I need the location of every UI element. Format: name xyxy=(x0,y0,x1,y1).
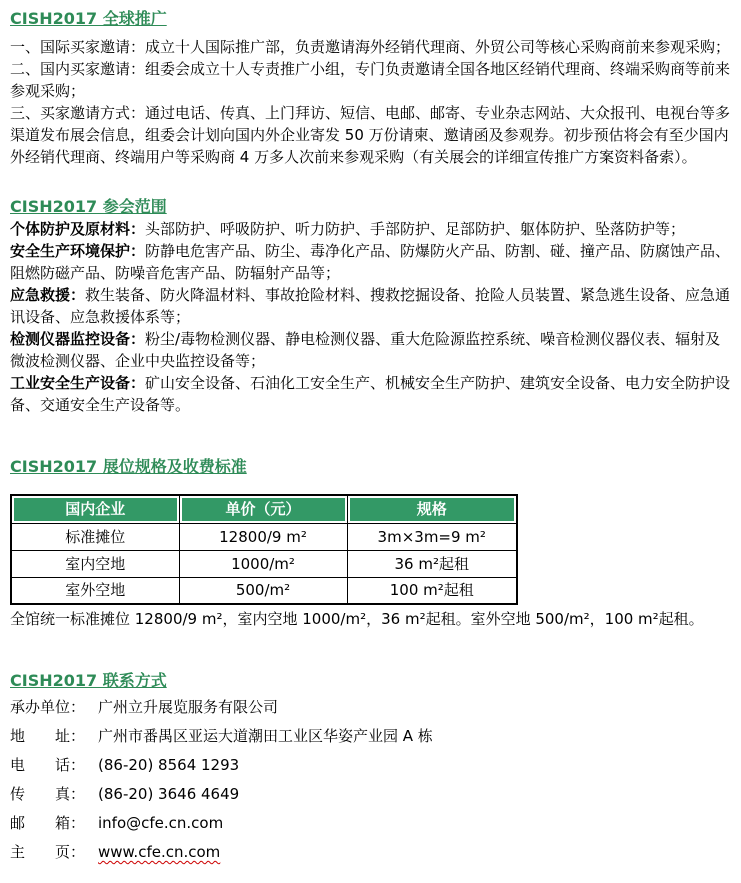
scope-item-text: 头部防护、呼吸防护、听力防护、手部防护、足部防护、躯体防护、坠落防护等； xyxy=(145,220,686,238)
contact-value-telephone: (86-20) 8564 1293 xyxy=(98,756,240,774)
cell-unit-price: 500/m² xyxy=(179,577,347,604)
contact-value-organizer: 广州立升展览服务有限公司 xyxy=(98,698,279,716)
scope-item-label: 个体防护及原材料： xyxy=(10,220,146,238)
scope-item-label: 应急救援： xyxy=(10,286,86,304)
contact-row-email xyxy=(10,813,731,834)
contact-row-telephone xyxy=(10,755,731,776)
section-title-booth-pricing: CISH2017 展位规格及收费标准 xyxy=(10,457,247,476)
cell-unit-price: 1000/m² xyxy=(179,550,347,577)
section-global-promotion xyxy=(10,8,731,168)
contact-label-email: 邮 箱： xyxy=(10,814,86,832)
scope-item-text: 矿山安全设备、石油化工安全生产、机械安全生产防护、建筑安全设备、电力安全防护设备、交通安全生产设备等。 xyxy=(10,374,731,414)
scope-item-detection-instruments xyxy=(10,328,731,372)
pricing-summary-text: 全馆统一标准摊位 12800/9 m²，室内空地 1000/m²，36 m²起租。室外空地 500/m²，100 m²起租。 xyxy=(10,610,704,628)
scope-item-emergency-rescue xyxy=(10,284,731,328)
contact-row-address xyxy=(10,726,731,747)
contact-label-organizer: 承办单位： xyxy=(10,698,86,716)
section-booth-pricing xyxy=(10,456,731,630)
contact-value-email: info@cfe.cn.com xyxy=(98,814,224,832)
scope-item-label: 安全生产环境保护： xyxy=(10,242,146,260)
contact-label-fax: 传 真： xyxy=(10,785,86,803)
scope-item-label: 工业安全生产设备： xyxy=(10,374,146,392)
contact-row-homepage xyxy=(10,842,731,863)
promo-paragraph-international-buyers: 一、国际买家邀请：成立十人国际推广部，负责邀请海外经销代理商、外贸公司等核心采购商前来参观采购； xyxy=(10,38,731,56)
section-contact-info xyxy=(10,670,731,863)
contact-label-homepage: 主 页： xyxy=(10,843,86,861)
table-row-standard-booth xyxy=(11,523,517,550)
pricing-header-unit-price: 单价（元） xyxy=(179,495,347,523)
section-title-exhibit-scope: CISH2017 参会范围 xyxy=(10,197,167,216)
promo-paragraph-invitation-methods: 三、买家邀请方式：通过电话、传真、上门拜访、短信、电邮、邮寄、专业杂志网站、大众报刊、电视台等多渠道发布展会信息，组委会计划向国内外企业寄发 50 万份请柬、邀请函及参观券。初步预估将会有至少国内外经销代理商、终端用户等采购商 4 万多人次前来参观采购（有关展会的详细宣传推广方案资料备索）。 xyxy=(10,104,731,166)
cell-specification: 3m×3m=9 m² xyxy=(347,523,517,550)
scope-item-environment-protection xyxy=(10,240,731,284)
scope-item-personal-protection xyxy=(10,218,731,240)
contact-row-organizer xyxy=(10,697,731,718)
cell-specification: 100 m²起租 xyxy=(347,577,517,604)
scope-item-text: 防静电危害产品、防尘、毒净化产品、防爆防火产品、防割、碰、撞产品、防腐蚀产品、阻燃防磁产品、防噪音危害产品、防辐射产品等； xyxy=(10,242,731,282)
scope-item-text: 粉尘/毒物检测仪器、静电检测仪器、重大危险源监控系统、噪音检测仪器仪表、辐射及微波检测仪器、企业中央监控设备等； xyxy=(10,330,721,370)
scope-item-label: 检测仪器监控设备： xyxy=(10,330,146,348)
cell-booth-type: 标准摊位 xyxy=(11,523,179,550)
contact-row-fax xyxy=(10,784,731,805)
booth-pricing-table xyxy=(10,494,518,605)
table-row-outdoor-space xyxy=(11,577,517,604)
pricing-header-row xyxy=(11,495,517,523)
contact-label-telephone: 电 话： xyxy=(10,756,86,774)
table-row-indoor-space xyxy=(11,550,517,577)
scope-item-industrial-safety-equipment xyxy=(10,372,731,416)
promo-paragraph-domestic-buyers: 二、国内买家邀请：组委会成立十人专责推广小组，专门负责邀请全国各地区经销代理商、终端采购商等前来参观采购； xyxy=(10,60,731,100)
pricing-header-specification: 规格 xyxy=(347,495,517,523)
contact-label-address: 地 址： xyxy=(10,727,86,745)
scope-item-text: 救生装备、防火降温材料、事故抢险材料、搜救挖掘设备、抢险人员装置、紧急逃生设备、应急通讯设备、应急救援体系等； xyxy=(10,286,731,326)
contact-value-fax: (86-20) 3646 4649 xyxy=(98,785,240,803)
pricing-header-domestic-company: 国内企业 xyxy=(11,495,179,523)
section-title-contact-info: CISH2017 联系方式 xyxy=(10,671,167,690)
section-exhibit-scope xyxy=(10,196,731,416)
cell-unit-price: 12800/9 m² xyxy=(179,523,347,550)
contact-value-address: 广州市番禺区亚运大道潮田工业区华姿产业园 A 栋 xyxy=(98,727,433,745)
cell-booth-type: 室外空地 xyxy=(11,577,179,604)
cell-booth-type: 室内空地 xyxy=(11,550,179,577)
cell-specification: 36 m²起租 xyxy=(347,550,517,577)
contact-value-homepage-url: www.cfe.cn.com xyxy=(98,843,221,861)
section-title-global-promotion: CISH2017 全球推广 xyxy=(10,9,167,28)
